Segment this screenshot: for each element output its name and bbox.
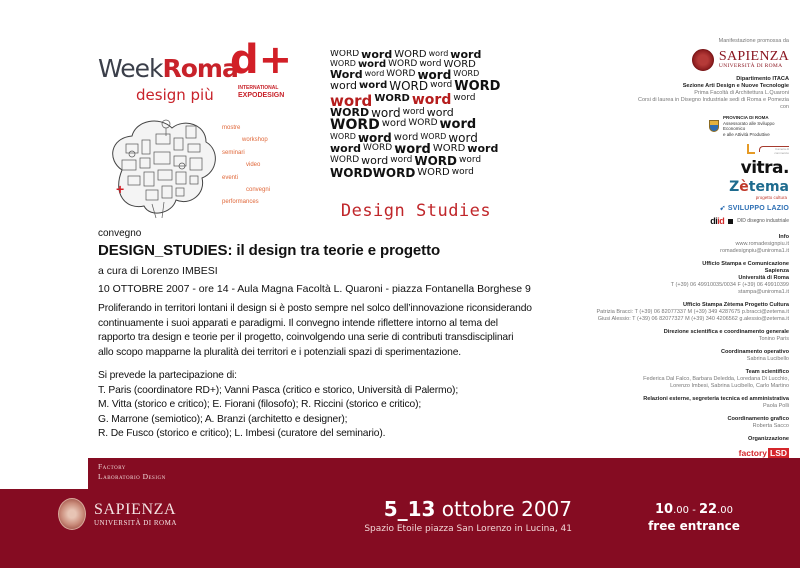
sapienza-seal-icon <box>692 49 714 71</box>
credits-column: Manifestazione promossa da SAPIENZA UNIVERSITÀ DI ROMA Dipartimento ITACA Sezione Arti Design e Nuove Tecnologie Prima Facoltà di Architettura L.Quaroni Corsi di laurea in Disegno Industriale sedi di Roma e Pomezia con PROVINCIA DI ROMA Assessorato alle Sviluppo Economico e alle Attività Produttive Camera di commercio vitra. Zètema progetto cultura ➹ SVILUPPO LAZIO diid DID disegno industriale Info www.romadesignpiu.it romadesignpiu@uniroma1.it Ufficio Stampa e Comunicazione Sapienza Università di Roma T (+39) 06 49910035/0034 F (+39) 06 49910399 stampa@uniroma1.it Ufficio Stampa Zètema Progetto Cultura Patrizia Bracci: T (+39) 06 82077337 M (+39) 349 4287675 p.bracci@zetema.it Giusi Alessio: T (+39) 06 82077327 M (+39) 340 4206562 g.alessio@zetema.it Direzione scientifica e coordinamento generale Tonino Paris Coordinamento operativo Sabrina Lucibello Team scientifico Federica Dal Falco, Barbara Deledda, Loredana Di Lucchio, Lorenzo Imbesi, Sabrina Lucibello, Carlo Martino Relazioni esterne, segreteria tecnica ed amministrativa Paola Polli Coordinamento grafico Roberta Sacco Organizzazione factory LSD <box>589 38 789 465</box>
weekroma-logo <box>98 37 298 224</box>
curator-line: a cura di Lorenzo IMBESI <box>98 265 218 277</box>
footer-band-tab <box>88 458 800 490</box>
provincia-shield-icon <box>709 120 719 132</box>
website-link[interactable]: www.romadesignpiu.it <box>735 241 789 247</box>
opening-hours: 10.00 - 22.00 free entrance <box>644 502 744 534</box>
chamber-of-commerce-logo: Camera di commercio <box>589 143 789 155</box>
factory-lsd-logo: factory LSD <box>738 448 787 458</box>
promoted-by-label: Manifestazione promossa da <box>718 38 789 44</box>
event-dates: 5_13 ottobre 2007 Spazio Etoile piazza San Lorenzo in Lucina, 41 <box>360 498 572 534</box>
sapienza-logo: SAPIENZA UNIVERSITÀ DI ROMA <box>589 49 789 71</box>
design-studies-collage <box>330 50 502 222</box>
abstract-paragraph: Proliferando in territori lontani il design si è posto sempre nel solco dell’innovazione riconsiderando continuamente i suoi apparati e paradigmi. Il convegno intende riflettere intorno al tema del rapporto tra design e teorie per il progetto, coinvolgendo una serie di contributi transdisciplinari allo scopo mapparne la pluralità dei territori e i potenziali spazi di sperimentazione. <box>98 303 532 358</box>
design-studies-caption: Design Studies <box>340 201 492 221</box>
press-email-link[interactable]: stampa@uniroma1.it <box>738 289 789 295</box>
conference-description <box>98 228 558 442</box>
date-venue-line: 10 OTTOBRE 2007 - ore 14 - Aula Magna Facoltà L. Quaroni - piazza Fontanella Borghese 9 <box>98 283 531 295</box>
external-relations-block: Relazioni esterne, segreteria tecnica ed amministrativa Paola Polli <box>643 396 789 409</box>
did-square-icon <box>728 219 733 224</box>
sapienza-seal-icon <box>58 498 86 530</box>
footer-sapienza-logo: SAPIENZA UNIVERSITÀ DI ROMA <box>58 498 177 530</box>
direction-block: Direzione scientifica e coordinamento generale Tonino Paris <box>663 329 789 342</box>
press-office-block: Ufficio Stampa e Comunicazione Sapienza Università di Roma T (+39) 06 49910035/0034 F (+39) 06 49910399 stampa@uniroma1.it <box>589 261 789 296</box>
participants-list: Si prevede la partecipazione di: T. Paris (coordinatore RD+); Vanni Pasca (critico e storico, Università di Palermo); M. Vitta (storico e critico); E. Fiorani (filosofo); R. Riccini (storico e critico); G. Marrone (semiotico); A. Branzi (architetto e designer); R. De Fusco (storico e critico); L. Imbesi (curatore del seminario). <box>98 370 459 439</box>
zetema-press-block: Ufficio Stampa Zètema Progetto Cultura Patrizia Bracci: T (+39) 06 82077337 M (+39) 349 4287675 p.bracci@zetema.it Giusi Alessio: T (+39) 06 82077327 M (+39) 340 4206562 g.alessio@zetema.it <box>596 302 789 322</box>
factory-lab-label: Factory Laboratorio Design <box>98 462 166 481</box>
provincia-di-roma-logo: PROVINCIA DI ROMA Assessorato alle Sviluppo Economico e alle Attività Produttive <box>589 115 789 137</box>
event-type-kicker: convegno <box>98 228 142 239</box>
chamber-icon <box>747 144 755 154</box>
vitra-logo: vitra. <box>740 158 789 178</box>
expodesign-label: INTERNATIONAL EXPODESIGN <box>238 85 285 99</box>
event-venue: Spazio Etoile piazza San Lorenzo in Lucina, 41 <box>364 524 572 534</box>
did-logo: diid DID disegno industriale <box>710 216 789 226</box>
word-collage: WORD word WORD word word WORD word WORD word WORD Word word WORD word WORD word word WORD word WORD word WORD word word WORD word word word WORD word WORD word WORD word word WORD word word WORD word WORD word WORD word word WORD word WORDWORD WORD word <box>330 50 501 180</box>
organization-block: Organizzazione factory LSD <box>589 436 789 465</box>
red-plus-mark: + <box>116 181 125 197</box>
department-block: Dipartimento ITACA Sezione Arti Design e Nuove Tecnologie Prima Facoltà di Architettura L.Quaroni Corsi di laurea in Disegno Industriale sedi di Roma e Pomezia con <box>637 76 789 110</box>
free-entrance-label: free entrance <box>648 519 740 533</box>
design-objects-cloud-illustration <box>102 110 222 222</box>
graphic-coordination-block: Coordinamento grafico Roberta Sacco <box>727 416 789 429</box>
dplus-mark: d+ <box>230 37 293 83</box>
operative-coordination-block: Coordinamento operativo Sabrina Lucibello <box>720 349 789 362</box>
activities-list: mostre workshop seminari video eventi convegni performances <box>222 125 271 206</box>
weekroma-wordmark: WeekRoma <box>98 54 238 83</box>
design-piu-subtitle: design più <box>136 86 214 104</box>
info-email-link[interactable]: romadesignpiu@uniroma1.it <box>720 248 789 254</box>
info-block: Info www.romadesignpiu.it romadesignpiu@uniroma1.it <box>589 234 789 255</box>
sviluppo-lazio-logo: ➹ SVILUPPO LAZIO <box>719 205 789 212</box>
conference-title: DESIGN_STUDIES: il design tra teorie e progetto <box>98 242 441 259</box>
zetema-logo: Zètema <box>729 179 789 195</box>
scientific-team-block: Team scientifico Federica Dal Falco, Barbara Deledda, Loredana Di Lucchio, Lorenzo Imbesi, Sabrina Lucibello, Carlo Martino <box>643 369 789 389</box>
